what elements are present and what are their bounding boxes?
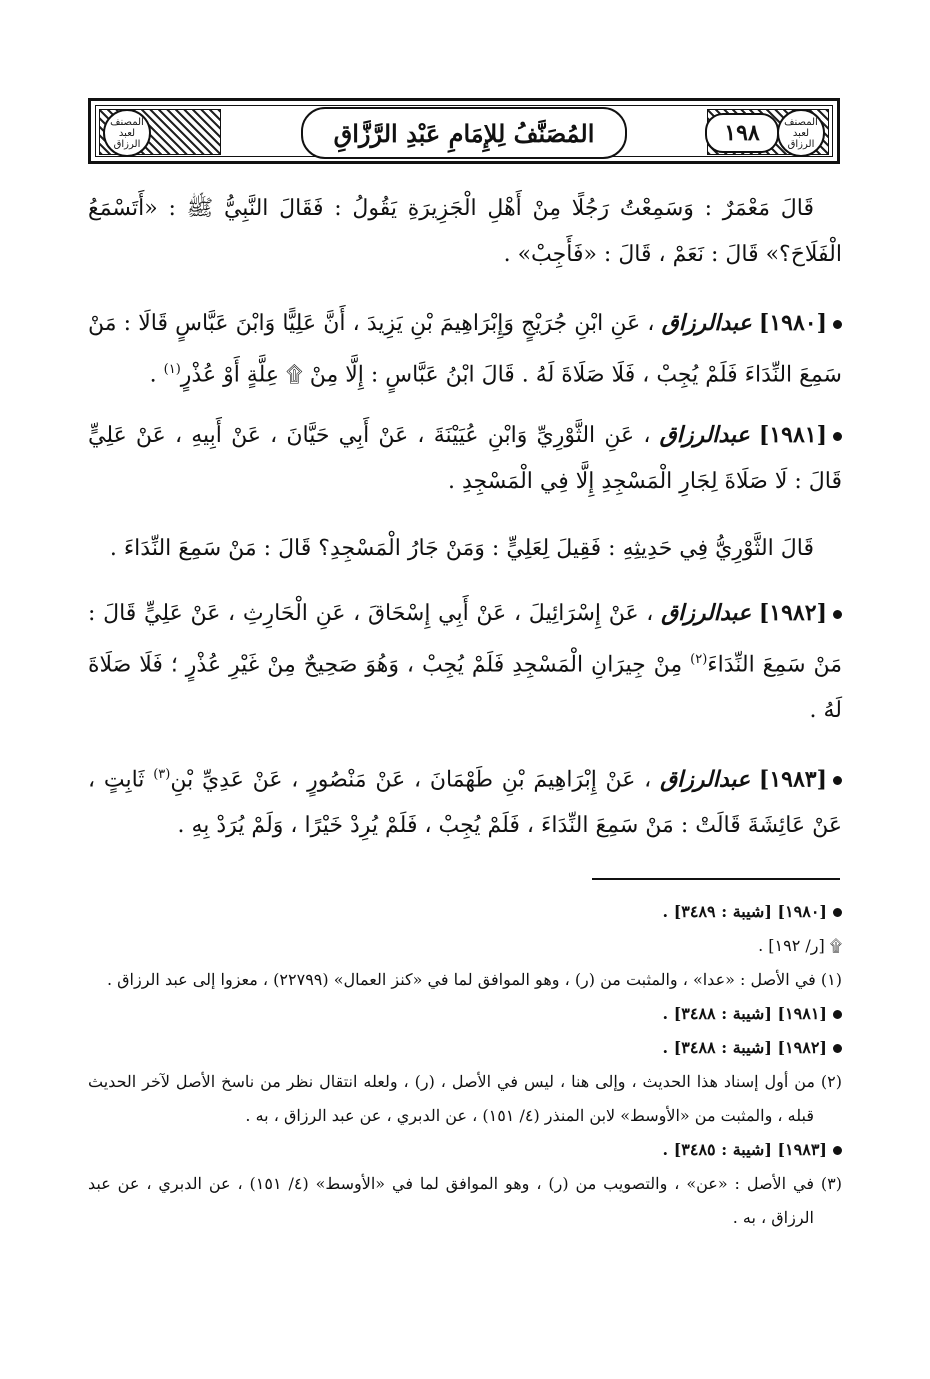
- bullet-icon: [833, 610, 842, 619]
- thawri-comment: [88, 526, 842, 572]
- footnote-marker[interactable]: (٢): [690, 652, 708, 667]
- footnote-3: (٣) في الأصل : «عن» ، والتصويب من (ر) ، وهو الموافق لما في «الأوسط» (٤/ ١٥١) ، عن الدبري ، عن عبد الرزاق ، به .: [88, 1174, 843, 1227]
- header-seal-left-icon: المصنف لعبد الرزاق: [103, 109, 151, 157]
- page-ref-1980: ۩ [ر/ ١٩٢] .: [758, 936, 842, 955]
- narrator-name: عبدالرزاق: [661, 600, 752, 626]
- hadith-text: ، عَنْ إِبْرَاهِيمَ بْنِ طَهْمَانَ ، عَنْ مَنْصُورٍ ، عَنْ عَدِيِّ بْنِ: [170, 767, 652, 793]
- bullet-icon: [833, 320, 842, 329]
- paragraph-mamar: قَالَ مَعْمَرٌ : وَسَمِعْتُ رَجُلًا مِنْ أَهْلِ الْجَزِيرَةِ يَقُولُ : فَقَالَ النَّبِيُّ ﷺ : «أَتَسْمَعُ الْفَلَاحَ؟» قَالَ : نَعَمْ ، قَالَ : «فَأَجِبْ» .: [88, 196, 842, 267]
- footnote-marker[interactable]: (٣): [153, 767, 171, 782]
- footnotes: [88, 895, 842, 1235]
- bullet-icon: [833, 1146, 842, 1155]
- narrator-name: عبدالرزاق: [661, 310, 752, 336]
- source-ref-1981: [١٩٨١] [شيبة : ٣٤٨٨] .: [662, 1004, 827, 1023]
- bullet-icon: [833, 1044, 842, 1053]
- main-text: [88, 186, 842, 278]
- paragraph-thawri: قَالَ الثَّوْرِيُّ فِي حَدِيثِهِ : فَقِيلَ لِعَلِيٍّ : وَمَنْ جَارُ الْمَسْجِدِ؟ قَالَ : مَنْ سَمِعَ النِّدَاءَ .: [109, 536, 814, 561]
- hadith-number: [١٩٨٢]: [758, 600, 827, 626]
- footnote-1: (١) في الأصل : «عدا» ، والمثبت من (ر) ، وهو الموافق لما في «كنز العمال» (٢٢٧٩٩) ، معزوا إلى عبد الرزاق .: [106, 970, 842, 989]
- bullet-icon: [833, 1010, 842, 1019]
- hadith-1983: [88, 752, 842, 849]
- source-ref-1982: [١٩٨٢] [شيبة : ٣٤٨٨] .: [662, 1038, 827, 1057]
- hadith-text: ، عَنْ إِسْرَائِيلَ ، عَنْ أَبِي إِسْحَاقَ ، عَنِ الْحَارِثِ ، عَنْ عَلِيٍّ قَالَ : مَنْ سَمِعَ النِّدَاءَ: [88, 601, 842, 678]
- hadith-text: ، عَنِ ابْنِ جُرَيْجٍ وَإِبْرَاهِيمَ بْنِ يَزِيدَ ، أَنَّ عَلِيًّا وَابْنَ عَبَّاسٍ قَالَا : مَنْ سَمِعَ النِّدَاءَ فَلَمْ يُجِبْ ، فَلَا صَلَاةَ لَهُ . قَالَ ابْنُ عَبَّاسٍ : إِلَّا مِنْ ۩ عِلَّةٍ أَوْ عُذْرٍ: [88, 311, 842, 388]
- page-header: [88, 98, 840, 164]
- hadith-text-continued: مِنْ جِيرَانِ الْمَسْجِدِ فَلَمْ يُجِبْ ، وَهُوَ صَحِيحٌ مِنْ غَيْرِ عُذْرٍ ؛ فَلَا صَلَاةَ لَهُ .: [88, 652, 842, 724]
- bullet-icon: [833, 776, 842, 785]
- header-ornament-left: [99, 109, 221, 155]
- hadith-number: [١٩٨٠]: [758, 310, 827, 336]
- bullet-icon: [833, 432, 842, 441]
- header-seal-right-icon: المصنف لعبد الرزاق: [777, 109, 825, 157]
- running-title: المُصَنَّفُ لِلإِمَامِ عَبْدِ الرَّزَّاقِ: [301, 107, 627, 159]
- hadith-text: ، عَنِ الثَّوْرِيِّ وَابْنِ عُيَيْنَةَ ، عَنْ أَبِي حَيَّانَ ، عَنْ أَبِيهِ ، عَنْ عَلِيٍّ قَالَ : لَا صَلَاةَ لِجَارِ الْمَسْجِدِ إِلَّا فِي الْمَسْجِدِ .: [88, 423, 842, 494]
- footnote-separator: [592, 878, 840, 880]
- source-ref-1980: [١٩٨٠] [شيبة : ٣٤٨٩] .: [662, 902, 827, 921]
- hadith-1981: [88, 412, 842, 505]
- hadith-number: [١٩٨٣]: [758, 766, 828, 793]
- narrator-name: عبدالرزاق: [660, 766, 751, 793]
- hadith-1980: [١٩٨٠] عبدالرزاق ، عَنِ ابْنِ جُرَيْجٍ وَإِبْرَاهِيمَ بْنِ يَزِيدَ ، أَنَّ عَلِيًّا وَابْنَ عَبَّاسٍ قَالَا : مَنْ سَمِعَ النِّدَاءَ فَلَمْ يُجِبْ ، فَلَا صَلَاةَ لَهُ . قَالَ ابْنُ عَبَّاسٍ : إِلَّا مِنْ ۩ عِلَّةٍ أَوْ عُذْرٍ$^{(١)}$ .: [88, 310, 842, 388]
- hadith-number: [١٩٨١]: [758, 422, 827, 448]
- hadith-1982: [88, 590, 842, 734]
- source-ref-1983: [١٩٨٣] [شيبة : ٣٤٨٥] .: [662, 1140, 827, 1159]
- narrator-name: عبدالرزاق: [659, 422, 750, 448]
- footnote-marker[interactable]: (١): [163, 362, 181, 377]
- hadith-text-continued: ثَابِتٍ ، عَنْ عَائِشَةَ قَالَتْ : مَنْ سَمِعَ النِّدَاءَ ، فَلَمْ يُجِبْ ، فَلَمْ يُرِدْ خَيْرًا ، وَلَمْ يُرَدْ بِهِ .: [88, 767, 842, 839]
- footnote-2: (٢) من أول إسناد هذا الحديث ، وإلى هنا ، ليس في الأصل ، (ر) ، ولعله انتقال نظر من ناسخ الأصل لآخر الحديث قبله ، والمثبت من «الأوسط» لابن المنذر (٤/ ١٥١) ، عن الدبري ، عن عبد الرزاق ، به .: [88, 1072, 842, 1125]
- page-number: ١٩٨: [705, 113, 779, 153]
- bullet-icon: [833, 908, 842, 917]
